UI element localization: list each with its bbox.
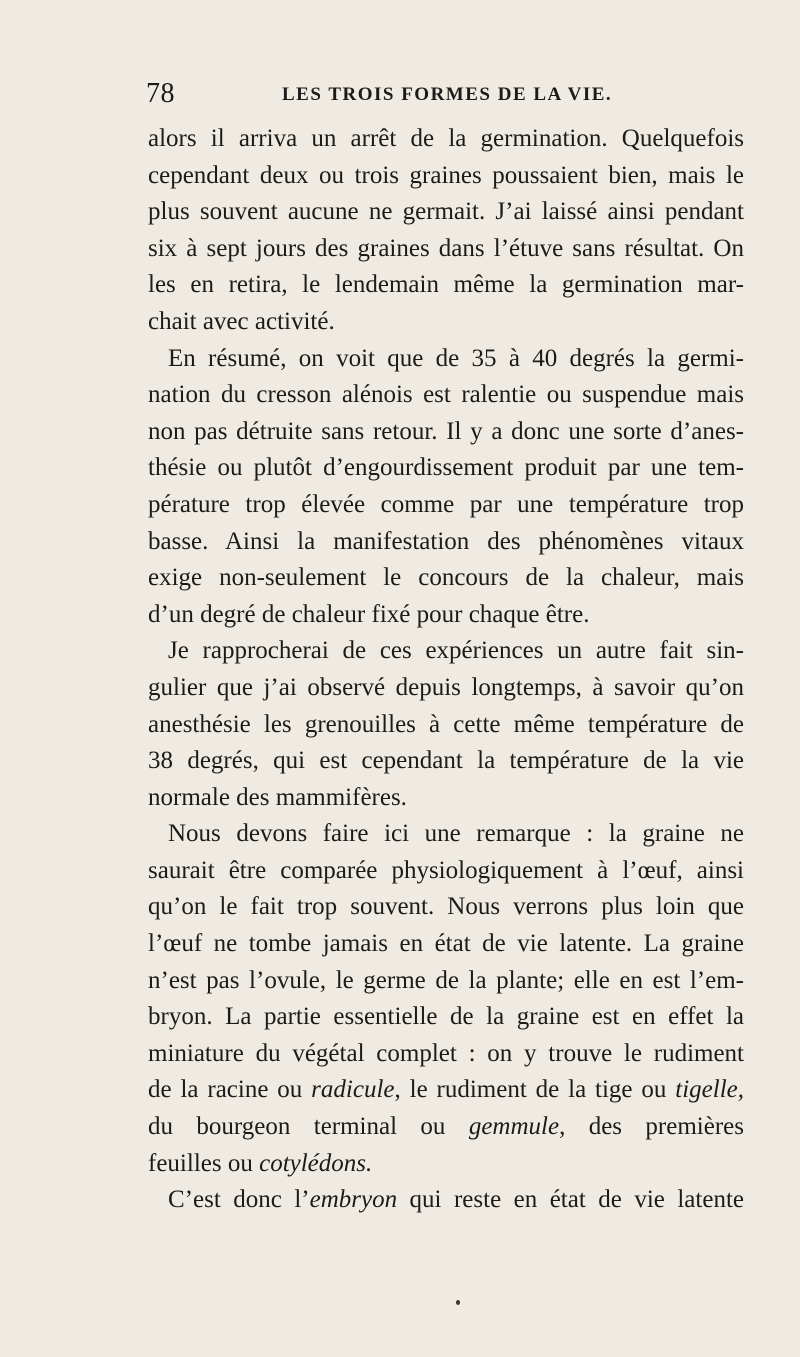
text-line: En résumé, on voit que de 35 à 40 degrés la germi- (168, 344, 744, 372)
text-line: d’un degré de chaleur fixé pour chaque être. (148, 600, 590, 628)
text-line: thésie ou plutôt d’engourdissement produit par une tem- (148, 454, 744, 482)
text-run: du bourgeon terminal ou (148, 1113, 469, 1141)
text-line: non pas détruite sans retour. Il y a donc une sorte d’anes- (148, 417, 744, 445)
text-line (148, 1146, 744, 1183)
page-number: 78 (146, 78, 175, 109)
page-header (146, 76, 742, 116)
text-line: anesthésie les grenouilles à cette même température de (148, 710, 744, 738)
text-line: saurait être comparée physiologiquement à l’œuf, ainsi (148, 856, 744, 884)
text-line (148, 1072, 744, 1109)
italic-term-embryon: embryon (309, 1186, 398, 1214)
text-run: , le rudiment de la tige ou (394, 1076, 676, 1104)
text-line: n’est pas l’ovule, le germe de la plante; elle en est l’em- (148, 966, 744, 994)
text-run: de la racine ou (148, 1076, 312, 1104)
text-line: qu’on le fait trop souvent. Nous verrons plus loin que (148, 893, 744, 921)
text-line: pérature trop élevée comme par une température trop (148, 490, 744, 518)
text-run: qui reste en état de vie latente (397, 1186, 744, 1214)
text-line: gulier que j’ai observé depuis longtemps, à savoir qu’on (148, 673, 744, 701)
running-title: LES TROIS FORMES DE LA VIE. (282, 84, 613, 105)
italic-term-tigelle: tigelle, (675, 1076, 744, 1104)
text-line: 38 degrés, qui est cependant la température de la vie (148, 747, 744, 775)
text-line: plus souvent aucune ne germait. J’ai laissé ainsi pendant (148, 198, 744, 226)
text-run: feuilles ou (148, 1149, 260, 1177)
text-line: normale des mammifères. (148, 783, 407, 811)
text-line: bryon. La partie essentielle de la graine est en effet la (148, 1003, 744, 1031)
paper-speck (456, 1300, 460, 1305)
body-text (148, 121, 744, 1219)
text-line (148, 1182, 744, 1219)
italic-term-gemmule: gemmule (468, 1113, 560, 1141)
text-line: les en retira, le lendemain même la germination mar- (148, 271, 744, 299)
text-line: l’œuf ne tombe jamais en état de vie latente. La graine (148, 930, 744, 958)
text-run: , des premières (559, 1113, 744, 1141)
text-line: six à sept jours des graines dans l’étuve sans résultat. On (148, 234, 744, 262)
italic-term-radicule: radicule (311, 1076, 395, 1104)
text-line: Je rapprocherai de ces expériences un autre fait sin- (168, 637, 744, 665)
text-line: miniature du végétal complet : on y trouve le rudiment (148, 1039, 744, 1067)
text-run: C’est donc l’ (168, 1186, 310, 1214)
text-line: exige non-seulement le concours de la chaleur, mais (148, 564, 744, 592)
text-line: chait avec activité. (148, 307, 335, 335)
text-line (148, 1109, 744, 1146)
text-line: alors il arriva un arrêt de la germination. Quelquefois (148, 125, 744, 152)
text-line: cependant deux ou trois graines poussaient bien, mais le (148, 161, 744, 189)
text-line: Nous devons faire ici une remarque : la graine ne (168, 820, 744, 848)
text-line: nation du cresson alénois est ralentie ou suspendue mais (148, 381, 744, 409)
text-line: basse. Ainsi la manifestation des phénomènes vitaux (148, 527, 744, 555)
italic-term-cotyledons: cotylédons. (259, 1149, 373, 1177)
